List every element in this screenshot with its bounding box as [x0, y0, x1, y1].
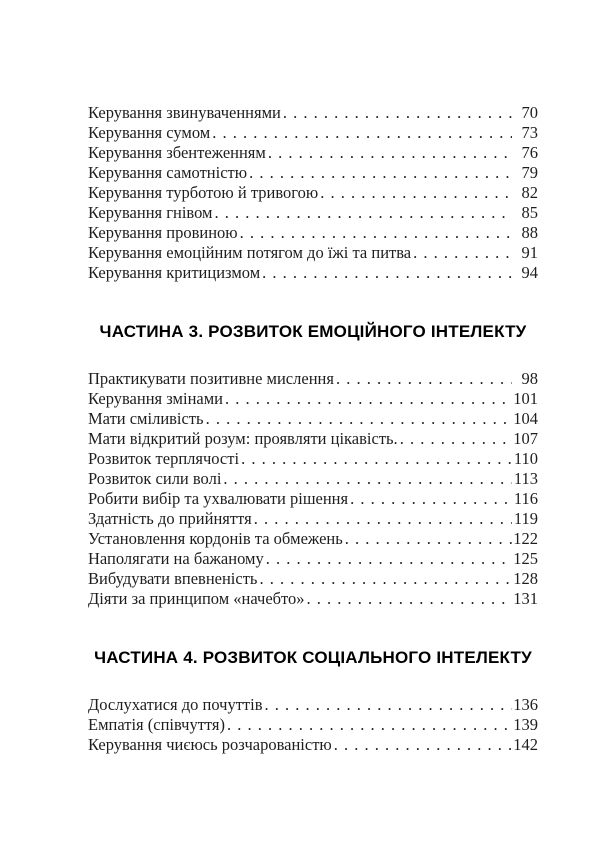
toc-entry-title: Керування змінами [88, 389, 223, 408]
toc-entry[interactable] [88, 123, 538, 143]
toc-entry-page: 85 [521, 203, 538, 222]
toc-entry-title: Керування провиною [88, 223, 238, 242]
toc-dot-leader [215, 203, 513, 223]
toc-entry-title: Розвиток сили волі [88, 469, 222, 488]
toc-entry-page: 116 [513, 489, 538, 508]
toc-dot-leader [307, 589, 512, 609]
toc-dot-leader [225, 389, 512, 409]
toc-dot-leader [266, 549, 512, 569]
toc-entry[interactable] [88, 409, 538, 429]
toc-entry-title: Мати відкритий розум: проявляти цікавість. [88, 429, 398, 448]
toc-entry[interactable] [88, 263, 538, 283]
toc-entry[interactable] [88, 469, 538, 489]
toc-entry[interactable] [88, 569, 538, 589]
toc-dot-leader [240, 223, 512, 243]
toc-entry-page: 122 [513, 529, 538, 548]
toc-entry-page: 119 [513, 509, 538, 528]
toc-dot-leader [413, 243, 512, 263]
toc-dot-leader [254, 509, 512, 529]
toc-entry-page: 91 [521, 243, 538, 262]
toc-entry-page: 70 [521, 103, 538, 122]
toc-dot-leader [262, 263, 512, 283]
toc-entry-page: 110 [513, 449, 538, 468]
toc-section-part3 [88, 369, 538, 609]
toc-entry-title: Керування гнівом [88, 203, 213, 222]
toc-entry[interactable] [88, 509, 538, 529]
toc-dot-leader [320, 183, 512, 203]
toc-entry-page: 139 [513, 715, 538, 734]
toc-entry-page: 98 [521, 369, 538, 388]
toc-section-part2-continued [88, 103, 538, 283]
toc-section-part4 [88, 695, 538, 755]
toc-dot-leader [334, 735, 512, 755]
toc-entry[interactable] [88, 223, 538, 243]
toc-dot-leader [336, 369, 512, 389]
toc-entry-page: 113 [513, 469, 538, 488]
toc-dot-leader [241, 449, 512, 469]
toc-entry-title: Наполягати на бажаному [88, 549, 264, 568]
toc-entry-page: 104 [513, 409, 538, 428]
part-3-heading: ЧАСТИНА 3. РОЗВИТОК ЕМОЦІЙНОГО ІНТЕЛЕКТУ [99, 322, 527, 341]
toc-entry-page: 142 [513, 735, 538, 754]
toc-entry[interactable] [88, 529, 538, 549]
toc-dot-leader [249, 163, 512, 183]
toc-entry[interactable] [88, 163, 538, 183]
toc-entry[interactable] [88, 735, 538, 755]
toc-dot-leader [400, 429, 512, 449]
toc-entry-page: 73 [521, 123, 538, 142]
toc-entry-page: 101 [513, 389, 538, 408]
toc-entry-page: 88 [521, 223, 538, 242]
toc-entry[interactable] [88, 589, 538, 609]
toc-entry[interactable] [88, 389, 538, 409]
toc-entry-page: 79 [521, 163, 538, 182]
toc-entry-page: 107 [513, 429, 538, 448]
toc-entry[interactable] [88, 103, 538, 123]
toc-dot-leader [227, 715, 512, 735]
toc-entry[interactable] [88, 429, 538, 449]
toc-entry-title: Діяти за принципом «начебто» [88, 589, 305, 608]
toc-entry-title: Керування збентеженням [88, 143, 266, 162]
toc-entry-title: Керування звинуваченнями [88, 103, 281, 122]
toc-dot-leader [206, 409, 512, 429]
toc-entry-title: Здатність до прийняття [88, 509, 252, 528]
toc-dot-leader [345, 529, 512, 549]
toc-entry-page: 128 [513, 569, 538, 588]
toc-entry-title: Практикувати позитивне мислення [88, 369, 334, 388]
toc-entry[interactable] [88, 449, 538, 469]
toc-entry[interactable] [88, 183, 538, 203]
toc-entry-title: Керування емоційним потягом до їжі та питва [88, 243, 412, 262]
toc-dot-leader [283, 103, 512, 123]
toc-entry[interactable] [88, 369, 538, 389]
part-4-heading: ЧАСТИНА 4. РОЗВИТОК СОЦІАЛЬНОГО ІНТЕЛЕКТУ [94, 648, 532, 667]
toc-dot-leader [212, 123, 512, 143]
toc-entry-title: Вибудувати впевненість [88, 569, 258, 588]
toc-entry-title: Робити вибір та ухвалювати рішення [88, 489, 349, 508]
toc-dot-leader [259, 569, 512, 589]
toc-entry[interactable] [88, 549, 538, 569]
toc-dot-leader [268, 143, 512, 163]
toc-entry-page: 125 [513, 549, 538, 568]
toc-entry-page: 94 [521, 263, 538, 282]
toc-entry[interactable] [88, 715, 538, 735]
toc-entry-title: Керування критицизмом [88, 263, 261, 282]
toc-entry[interactable] [88, 243, 538, 263]
toc-entry-page: 76 [521, 143, 538, 162]
toc-entry-title: Розвиток терплячості [88, 449, 240, 468]
toc-entry-page: 136 [513, 695, 538, 714]
toc-entry[interactable] [88, 489, 538, 509]
toc-entry[interactable] [88, 203, 538, 223]
toc-entry-title: Керування самотністю [88, 163, 248, 182]
toc-entry-title: Установлення кордонів та обмежень [88, 529, 343, 548]
toc-entry-title: Керування сумом [88, 123, 211, 142]
toc-entry-title: Керування чиєюсь розчарованістю [88, 735, 332, 754]
toc-entry-title: Дослухатися до почуттів [88, 695, 263, 714]
toc-entry-title: Керування турботою й тривогою [88, 183, 319, 202]
toc-entry[interactable] [88, 143, 538, 163]
toc-dot-leader [265, 695, 513, 715]
toc-entry-title: Емпатія (співчуття) [88, 715, 225, 734]
toc-entry[interactable] [88, 695, 538, 715]
toc-entry-page: 131 [513, 589, 538, 608]
toc-dot-leader [223, 469, 512, 489]
toc-dot-leader [350, 489, 512, 509]
toc-entry-page: 82 [521, 183, 538, 202]
toc-entry-title: Мати сміливість [88, 409, 204, 428]
